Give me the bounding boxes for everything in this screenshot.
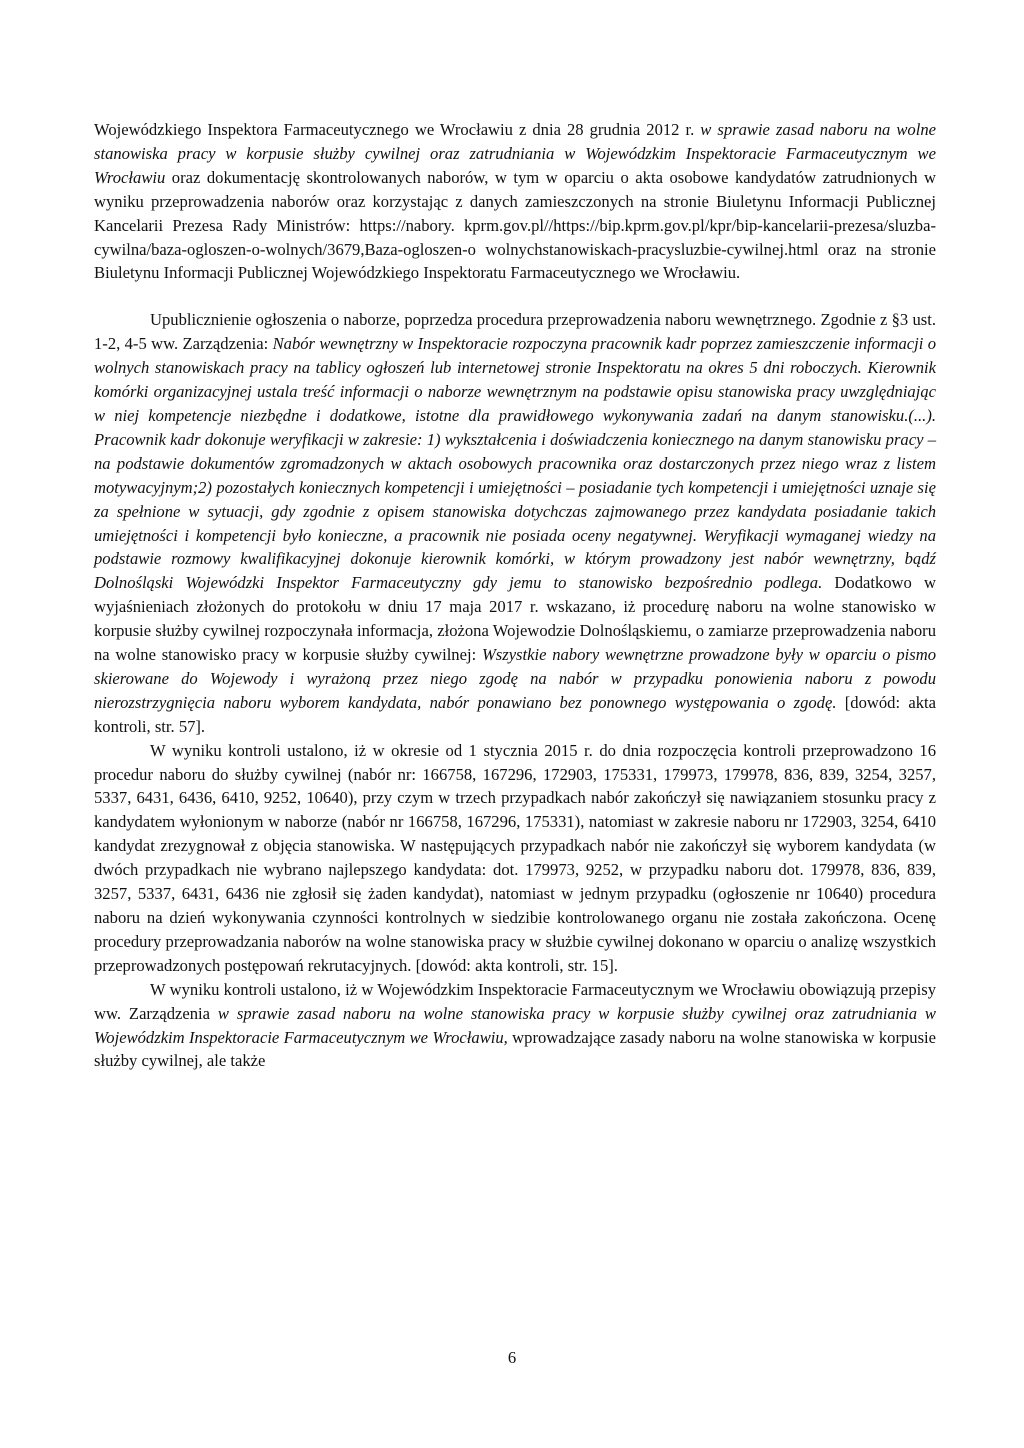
page-number: 6 [507,1348,517,1367]
text-run: W wyniku kontroli ustalono, iż w Wojewódzkim Inspektoracie Farmaceutycznym we Wrocławiu obowiązują przepisy ww. Zarządzenia [94,979,936,1023]
text-run: Upublicznienie ogłoszenia o naborze, poprzedza procedura przeprowadzenia naboru wewnętrznego. Zgodnie z §3 ust. 1-2, 4-5 ww. Zarządzenia: [94,310,936,354]
italic-quote: w sprawie zasad naboru na wolne stanowiska pracy w korpusie służby cywilnej oraz zatrudniania w Wojewódzkim Inspektoracie Farmaceutycznym we Wrocławiu, [94,1003,936,1047]
text-run: wprowadzające zasady naboru na wolne stanowiska w korpusie służby cywilnej, ale także [94,1027,936,1071]
text-run: W wyniku kontroli ustalono, iż w okresie od 1 stycznia 2015 r. do dnia rozpoczęcia kontroli przeprowadzono 16 procedur naboru do służby cywilnej (nabór nr: 166758, 167296, 172903, 175331, 179973, 179978, 836, 839, 3254, 3257, 5337, 6431, 6436, 6410, 9252, 10640), przy czym w trzech przypadkach nabór zakończył się nawiązaniem stosunku pracy z kandydatem wyłonionym w naborze (nabór nr 166758, 167296, 175331), natomiast w zakresie naboru nr 172903, 3254, 6410 kandydat zrezygnował z objęcia stanowiska. W następujących przypadkach nabór nie zakończył się wyborem kandydata (w dwóch przypadkach nie wybrano najlepszego kandydata: dot. 179973, 9252, w przypadku naboru dot. 179978, 836, 839, 3257, 5337, 6431, 6436 nie zgłosił się żaden kandydat), natomiast w jednym przypadku (ogłoszenie nr 10640) procedura naboru na dzień wykonywania czynności kontrolnych w siedzibie kontrolowanego organu nie została zakończona. Ocenę procedury przeprowadzania naborów na wolne stanowiska pracy w służbie cywilnej dokonano w oparciu o analizę wszystkich przeprowadzonych postępowań rekrutacyjnych. [dowód: akta kontroli, str. 15]. [94,740,936,975]
italic-quote: Wszystkie nabory wewnętrzne prowadzone były w oparciu o pismo skierowane do Wojewody i wyrażoną przez niego zgodę na nabór w przypadku ponowienia naboru z powodu nierozstrzygnięcia naboru wyborem kandydata, nabór ponawiano bez ponownego występowania o zgodę. [94,645,936,712]
text-run: [dowód: akta kontroli, str. 57]. [94,692,936,736]
text-run: Wojewódzkiego Inspektora Farmaceutycznego we Wrocławiu z dnia 28 grudnia 2012 r. [94,120,701,139]
paragraph-3 [94,739,936,978]
italic-quote: Nabór wewnętrzny w Inspektoracie rozpoczyna pracownik kadr poprzez zamieszczenie informacji o wolnych stanowiskach pracy na tablicy ogłoszeń lub internetowej stronie Inspektoratu na okres 5 dni roboczych. Kierownik komórki organizacyjnej ustala treść informacji o naborze wewnętrznym na podstawie opisu stanowiska pracy uwzględniając w niej kompetencje niezbędne i dodatkowe, istotne dla prawidłowego wykonywania zadań na danym stanowisku.(...). Pracownik kadr dokonuje weryfikacji w zakresie: 1) wykształcenia i doświadczenia koniecznego na danym stanowisku pracy – na podstawie dokumentów zgromadzonych w aktach osobowych pracownika oraz dostarczonych przez niego wraz z listem motywacyjnym;2) pozostałych koniecznych kompetencji i umiejętności – posiadanie tych kompetencji i umiejętności uznaje się za spełnione w sytuacji, gdy zgodnie z opisem stanowiska dotychczas zajmowanego przez kandydata posiadanie takich umiejętności i kompetencji było konieczne, a pracownik nie posiada oceny negatywnej. Weryfikacji wymaganej wiedzy na podstawie rozmowy kwalifikacyjnej dokonuje kierownik komórki, w którym prowadzony jest nabór wewnętrzny, bądź Dolnośląski Wojewódzki Inspektor Farmaceutyczny gdy jemu to stanowisko bezpośrednio podlega. [94,334,936,593]
paragraph-1 [94,118,936,285]
document-body [94,118,936,1073]
text-run: Dodatkowo w wyjaśnieniach złożonych do protokołu w dniu 17 maja 2017 r. wskazano, iż procedurę naboru na wolne stanowisko w korpusie służby cywilnej rozpoczynała informacja, złożona Wojewodzie Dolnośląskiemu, o zamiarze przeprowadzenia naboru na wolne stanowisko pracy w korpusie służby cywilnej: [94,573,936,665]
italic-quote: w sprawie zasad naboru na wolne stanowiska pracy w korpusie służby cywilnej oraz zatrudniania w Wojewódzkim Inspektoracie Farmaceutycznym we Wrocławiu [94,120,936,187]
paragraph-4 [94,978,936,1074]
text-run: oraz dokumentację skontrolowanych naborów, w tym w oparciu o akta osobowe kandydatów zatrudnionych w wyniku przeprowadzenia naborów oraz korzystając z danych zamieszczonych na stronie Biuletynu Informacji Publicznej Kancelarii Prezesa Rady Ministrów: https://nabory. kprm.gov.pl//https://bip.kprm.gov.pl/kpr/bip-kancelarii-prezesa/sluzba-cywilna/baza-ogloszen-o-wolnych/3679,Baza-ogloszen-o wolnychstanowiskach-pracysluzbie-cywilnej.html oraz na stronie Biuletynu Informacji Publicznej Wojewódzkiego Inspektoratu Farmaceutycznego we Wrocławiu. [94,167,936,283]
paragraph-2 [94,308,936,738]
